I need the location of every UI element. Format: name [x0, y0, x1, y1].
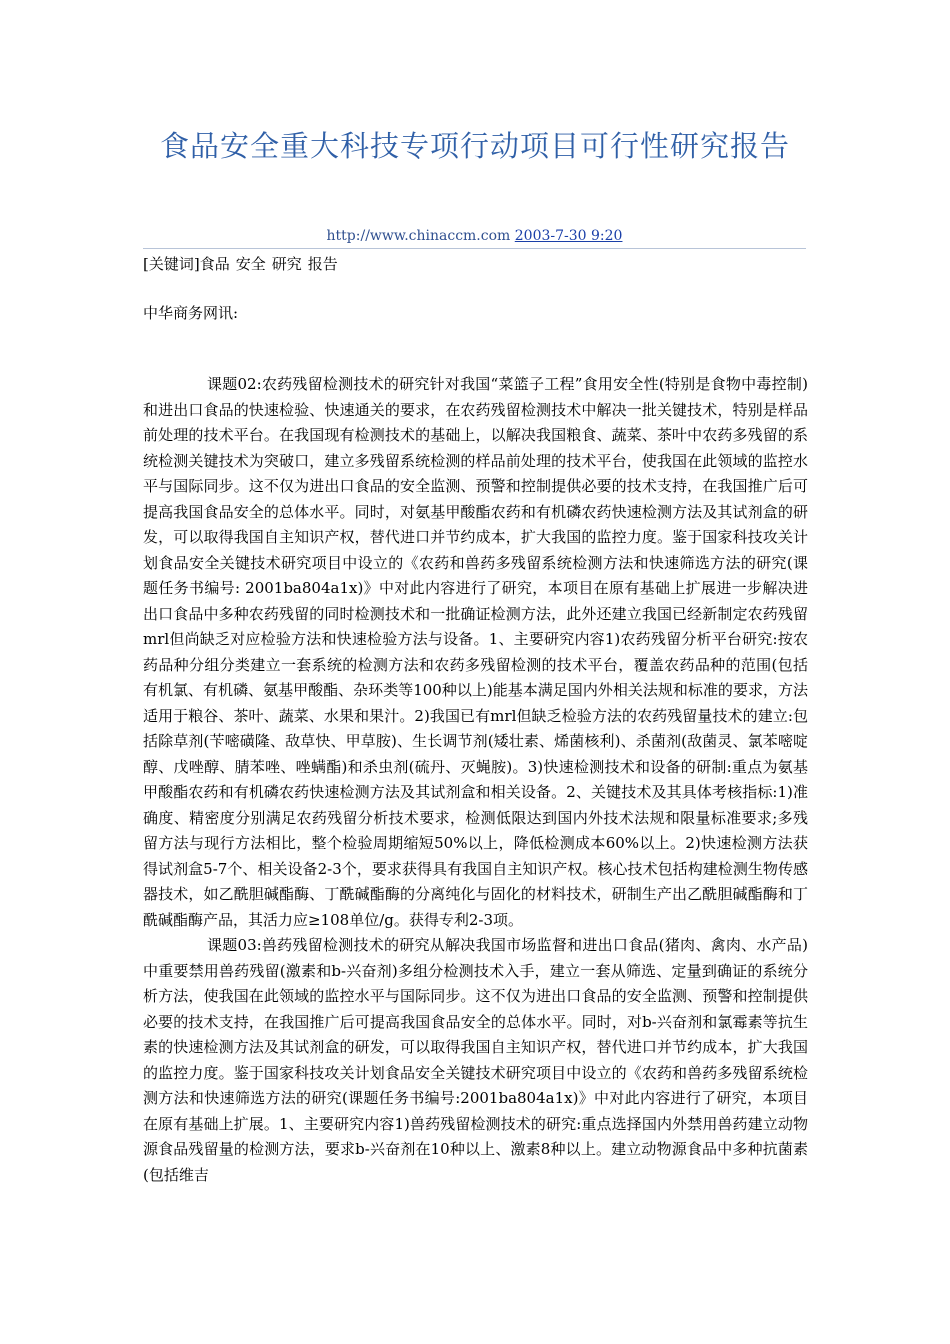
- paragraph: 课题02:农药残留检测技术的研究针对我国“菜篮子工程”食用安全性(特别是食物中毒控制)和进出口食品的快速检验、快速通关的要求，在农药残留检测技术中解决一批关键技术，特别是样品前处理的技术平台。在我国现有检测技术的基础上，以解决我国粮食、蔬菜、茶叶中农药多残留的系统检测关键技术为突破口，建立多残留系统检测的样品前处理的技术平台，使我国在此领域的监控水平与国际同步。这不仅为进出口食品的安全监测、预警和控制提供必要的技术支持，在我国推广后可提高我国食品安全的总体水平。同时，对氨基甲酸酯农药和有机磷农药快速检测方法及其试剂盒的研发，可以取得我国自主知识产权，替代进口并节约成本，扩大我国的监控力度。鉴于国家科技攻关计划食品安全关键技术研究项目中设立的《农药和兽药多残留系统检测方法和快速筛选方法的研究(课题任务书编号: 2001ba804a1x)》中对此内容进行了研究，本项目在原有基础上扩展进一步解决进出口食品中多种农药残留的同时检测技术和一批确证检测方法，此外还建立我国已经新制定农药残留mrl但尚缺乏对应检验方法和快速检验方法与设备。1、主要研究内容1)农药残留分析平台研究:按农药品种分组分类建立一套系统的检测方法和农药多残留检测的技术平台，覆盖农药品种的范围(包括有机氯、有机磷、氨基甲酸酯、杂环类等100种以上)能基本满足国内外相关法规和标准的要求，方法适用于粮谷、茶叶、蔬菜、水果和果汁。2)我国已有mrl但缺乏检验方法的农药残留量技术的建立:包括除草剂(苄嘧磺隆、敌草快、甲草胺)、生长调节剂(矮壮素、烯菌核利)、杀菌剂(敌菌灵、氯苯嘧啶醇、戊唑醇、腈苯唑、唑螨酯)和杀虫剂(硫丹、灭蝇胺)。3)快速检测技术和设备的研制:重点为氨基甲酸酯农药和有机磷农药快速检测方法及其试剂盒和相关设备。2、关键技术及其具体考核指标:1)准确度、精密度分别满足农药残留分析技术要求，检测低限达到国内外技术法规和限量标准要求;多残留方法与现行方法相比，整个检验周期缩短50%以上，降低检测成本60%以上。2)快速检测方法获得试剂盒5-7个、相关设备2-3个，要求获得具有我国自主知识产权。核心技术包括构建检测生物传感器技术，如乙酰胆碱酯酶、丁酰碱酯酶的分离纯化与固化的材料技术，研制生产出乙酰胆碱酯酶和丁酰碱酯酶产品，其活力应≥108单位/g。获得专利2-3项。: [143, 375, 808, 929]
- page-title: 食品安全重大科技专项行动项目可行性研究报告: [159, 129, 790, 163]
- keyword: 报告: [307, 255, 338, 273]
- date-link[interactable]: 2003-7-30 9:20: [514, 228, 623, 244]
- source-url: http://www.chinaccm.com: [326, 228, 511, 244]
- paragraph: 课题03:兽药残留检测技术的研究从解决我国市场监督和进出口食品(猪肉、禽肉、水产品)中重要禁用兽药残留(激素和b-兴奋剂)多组分检测技术入手，建立一套从筛选、定量到确证的系统分析方法，使我国在此领域的监控水平与国际同步。这不仅为进出口食品的安全监测、预警和控制提供必要的技术支持，在我国推广后可提高我国食品安全的总体水平。同时，对b-兴奋剂和氯霉素等抗生素的快速检测方法及其试剂盒的研发，可以取得我国自主知识产权，替代进口并节约成本，扩大我国的监控力度。鉴于国家科技攻关计划食品安全关键技术研究项目中设立的《农药和兽药多残留系统检测方法和快速筛选方法的研究(课题任务书编号:2001ba804a1x)》中对此内容进行了研究，本项目在原有基础上扩展。1、主要研究内容1)兽药残留检测技术的研究:重点选择国内外禁用兽药建立动物源食品残留量的检测方法，要求b-兴奋剂在10种以上、激素8种以上。建立动物源食品中多种抗菌素(包括维吉: [143, 936, 808, 1184]
- keyword: 安全: [235, 255, 266, 273]
- keyword: 食品: [199, 255, 230, 273]
- keyword: 研究: [271, 255, 302, 273]
- keywords-line: [143, 253, 344, 275]
- keywords-label: [关键词]: [143, 255, 200, 273]
- news-source: 中华商务网讯:: [143, 304, 239, 322]
- article-body: [143, 372, 808, 1188]
- article-meta: [143, 226, 806, 246]
- header-divider: [143, 248, 806, 249]
